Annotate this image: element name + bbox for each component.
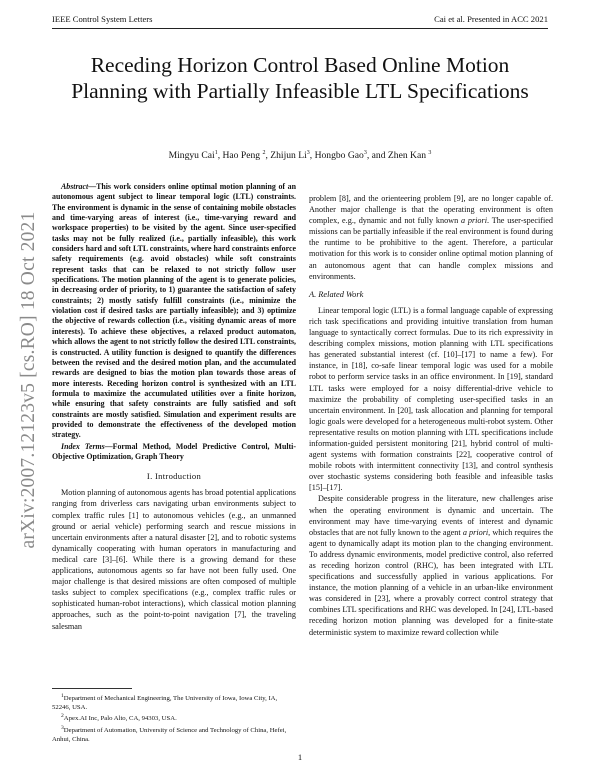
footnote-text: Apex.AI Inc, Palo Alto, CA, 94303, USA. <box>63 715 177 723</box>
author-affiliation: 3 <box>428 150 432 156</box>
right-column <box>309 193 553 638</box>
author-separator: , <box>265 150 271 162</box>
running-header <box>52 14 548 28</box>
text-run: . The user-specified missions can be partially infeasible if the real environment is found during the runtime to be prohibitive to the agent. Therefore, a particular motivation for this work is to consider online optimal motion planning of an autonomous agent that can handle complex missions and environments. <box>309 216 553 281</box>
header-citation: Cai et al. Presented in ACC 2021 <box>434 14 548 24</box>
page-number: 1 <box>297 752 303 762</box>
left-column <box>52 182 296 632</box>
section-heading-introduction: I. Introduction <box>146 471 202 482</box>
body-paragraph-challenges <box>309 493 553 637</box>
abstract-label: Abstract <box>61 182 89 191</box>
author-affiliation: 3 <box>306 150 310 156</box>
footnote <box>52 692 296 712</box>
author-name: Zhen Kan <box>387 150 429 162</box>
index-terms-text: —Formal Method, Model Predictive Control, Multi-Objective Optimization, Graph Theory <box>52 441 296 461</box>
author-separator: , <box>217 150 223 162</box>
body-paragraph-continued <box>309 193 553 282</box>
author-name: Zhijun Li <box>270 150 307 162</box>
text-run: , which requires the agent to dynamically adapt its motion plan to the changing environment. To address dynamic environments, model predictive control, also referred as receding horizon control (RHC), has been integrated with LTL specifications and successfully applied in various applications. For instance, the motion planning of a vehicle in an urban-like environment was considered in [23], where a provably correct control strategy that combines LTL specifications and RHC was developed. In [24], LTL-based receding horizon motion planning was developed for a finite-state deterministic system to maximize reward collection while <box>309 527 553 637</box>
author-list <box>52 150 548 161</box>
author-separator: , and <box>366 150 388 162</box>
author-name: Hongbo Gao <box>314 150 364 162</box>
subsection-heading-related-work: A. Related Work <box>309 289 364 299</box>
footnote <box>52 724 296 744</box>
header-rule <box>52 28 548 29</box>
index-terms <box>52 442 296 463</box>
abstract-text: —This work considers online optimal motion planning of an autonomous agent subject to linear temporal logic (LTL) constraints. The environment is dynamic in the sense of containing mobile obstacles and time-varying areas of interest (i.e., time-varying reward and workspace properties) to be visited by the agent. Since user-specified tasks may not be fully realized (i.e., partially infeasible), this work considers hard and soft LTL constraints, where hard constraints enforce safety requirements (e.g. avoid obstacles) while soft constraints represent tasks that can be relaxed to not strictly follow user specifications. The motion planning of the agent is to generate policies, in decreasing order of priority, to 1) guarantee the satisfaction of safety constraints; 2) mostly satisfy fulfill constraints (i.e., minimize the violation cost if desired tasks are partially infeasible); and 3) optimize the objective of rewards collection (i.e., visiting dynamic areas of more interests). To achieve these objectives, a relaxed product automaton, which allows the agent to not strictly follow the desired LTL constraints, is constructed. A utility function is designed to quantify the differences between the revised and the desired motion plan, and the accumulated rewards are designed to bias the motion plan towards those areas of more interests. Receding horizon control is synthesized with an LTL formula to maximize the accumulated utilities over a finite horizon, while ensuring that safety constraints are fully satisfied and soft constraints are mostly satisfied. Simulation and experiment results are provided to demonstrate the effectiveness of the developed motion strategy. <box>52 182 296 440</box>
body-paragraph-ltl: Linear temporal logic (LTL) is a formal language capable of expressing rich task specifications and providing intuitive translation from human language to syntactically correct formulas. Due to its rich expressivity in describing complex missions, motion planning with LTL specifications has generated substantial interest (cf. [10]–[17] to name a few). For instance, in [18], co-safe linear temporal logic was used for a mobile robot to perform service tasks in an office environment. In [19], standard LTL tasks were employed for a noisy differential-drive vehicle to maximize the probability of completing user-specified tasks in an uncertain environment. In [20], task allocation and planning for temporal logic goals were developed for a heterogeneous multi-robot system. Other representative results on motion planning with LTL specifications include information-guided persistent monitoring [21], hybrid control of multi-agent systems with formation constraints [22], cooperative control of mobile robots with intermittent connectivity [13], and control synthesis over stochastic systems considering both feasible and infeasible tasks [15]–[17]. <box>309 305 553 493</box>
author-name: Mingyu Cai <box>168 150 215 162</box>
arxiv-stamp-text: arXiv:2007.12123v5 [cs.RO] 18 Oct 2021 <box>18 211 39 549</box>
author-name: Hao Peng <box>222 150 263 162</box>
author-affiliation: 3 <box>363 150 367 156</box>
footnote <box>52 712 296 724</box>
footnote-mark: 3 <box>61 725 64 732</box>
footnotes <box>52 688 296 745</box>
emphasis: a priori <box>460 216 487 226</box>
text-run: Despite considerable progress in the literature, new challenges arise when the operating environment is dynamic and uncertain. The environment may have time-varying events of interest and dynamic obstacles that are not fully known to the agent <box>309 494 553 537</box>
footnote-rule <box>52 688 132 689</box>
text-run: problem [8], and the orienteering problem [9], are no longer capable of. Another major challenge is that the operating environment is often complex, e.g., dynamic and not fully known <box>309 194 553 226</box>
journal-name: IEEE Control System Letters <box>52 14 153 24</box>
footnote-mark: 2 <box>61 713 64 720</box>
index-terms-label: Index Terms <box>61 441 105 451</box>
author-affiliation: 2 <box>262 150 266 156</box>
abstract <box>52 182 296 441</box>
footnote-text: Department of Automation, University of Science and Technology of China, Hefei, Anhui, China. <box>52 727 287 744</box>
footnote-text: Department of Mechanical Engineering, The University of Iowa, Iowa City, IA, 52246, USA. <box>52 695 278 711</box>
paper-title: Receding Horizon Control Based Online Motion Planning with Partially Infeasible LTL Specifications <box>71 53 529 103</box>
author-affiliation: 1 <box>214 150 218 156</box>
emphasis: a priori <box>462 527 489 537</box>
footnote-mark: 1 <box>61 693 64 699</box>
author-separator: , <box>309 150 315 162</box>
arxiv-stamp <box>14 165 44 595</box>
intro-paragraph: Motion planning of autonomous agents has broad potential applications ranging from driverless cars navigating urban environments subject to complex traffic rules [1] to autonomous vehicles (e.g., an unmanned ground or aerial vehicle) performing search and rescue missions in uncertain environments after a natural disaster [2], and to robotic systems dynamically cooperating with human operators in manufacturing and medical care [3]–[6]. While there is a growing demand for these applications, autonomous agents so far have not been fully used. One major challenge is that desired missions are often composed of multiple tasks subject to complex specifications (e.g., complex traffic rules or sophisticated human-robot interactions), which classical motion planning approaches, such as the point-to-point navigation [7], the traveling salesman <box>52 488 296 631</box>
